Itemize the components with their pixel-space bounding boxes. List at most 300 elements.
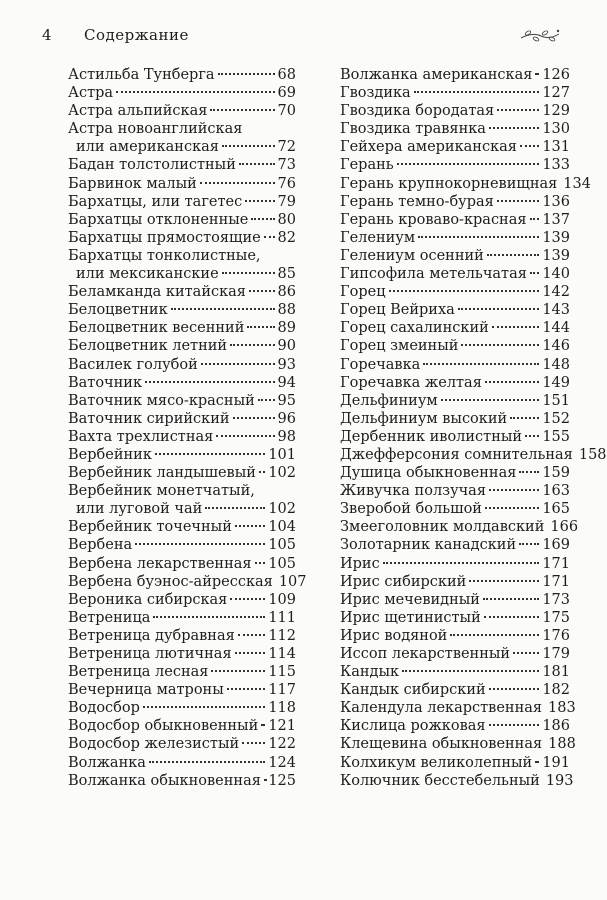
toc-entry: [68, 356, 296, 374]
toc-entry-title: или луговой чай: [76, 501, 203, 518]
toc-entry: [68, 735, 296, 753]
toc-entry-page: 163: [542, 483, 570, 500]
dot-leader: [242, 742, 265, 744]
dot-leader: [414, 91, 540, 93]
toc-entry-page: 111: [268, 609, 296, 626]
toc-entry-title: Ветреница: [68, 609, 151, 626]
toc-entry: [340, 356, 570, 374]
toc-entry: [68, 337, 296, 355]
toc-entry-title: Бадан толстолистный: [68, 157, 236, 174]
toc-entry-title: Гейхера американская: [340, 139, 517, 156]
toc-entry: [68, 283, 296, 301]
dot-leader: [205, 507, 265, 509]
toc-entry: [340, 283, 570, 301]
toc-entry-title: Гвоздика травянка: [340, 121, 486, 138]
toc-entry-page: 193: [545, 772, 574, 789]
dot-leader: [149, 761, 265, 763]
toc-entry-page: 104: [268, 519, 296, 536]
toc-entry: [68, 193, 296, 211]
toc-entry-title: Клещевина обыкновенная: [340, 736, 543, 753]
toc-entry: [340, 428, 570, 446]
toc-entry-title: Гелениум осенний: [340, 247, 484, 264]
toc-entry: [68, 66, 296, 84]
toc-entry-page: 186: [542, 718, 570, 735]
toc-entry-page: 95: [277, 392, 296, 409]
dot-leader: [153, 616, 265, 618]
dot-leader: [230, 598, 265, 600]
toc-entry-title: Астра альпийская: [68, 103, 208, 120]
dot-leader: [261, 724, 265, 726]
toc-entry-page: 159: [542, 465, 570, 482]
toc-entry-page: 182: [542, 682, 570, 699]
toc-entry-page: 175: [542, 609, 570, 626]
toc-entry-title: Горец Вейриха: [340, 302, 455, 319]
toc-entry: [68, 573, 307, 591]
toc-entry: [68, 681, 296, 699]
toc-entry-page: 80: [277, 211, 296, 228]
dot-leader: [489, 724, 540, 726]
toc-entry-page: 130: [542, 121, 570, 138]
toc-entry-title: Джефферсония сомнительная: [340, 446, 573, 463]
toc-entry-page: 98: [277, 428, 296, 445]
toc-entry-title: Вербейник монетчатый,: [68, 483, 255, 500]
dot-leader: [264, 779, 265, 781]
dot-leader: [235, 652, 266, 654]
toc-entry-title: Бархатцы отклоненные: [68, 211, 249, 228]
dot-leader: [519, 471, 539, 473]
toc-entry: [340, 663, 570, 681]
toc-entry: [340, 211, 570, 229]
toc-entry-page: 79: [277, 193, 296, 210]
dot-leader: [489, 127, 539, 129]
toc-entry-title: Дербенник иволистный: [340, 428, 523, 445]
toc-entry-title: Кислица рожковая: [340, 718, 486, 735]
running-head: Содержание: [84, 26, 189, 44]
toc-entry: [68, 663, 296, 681]
toc-entry-page: 131: [542, 139, 570, 156]
dot-leader: [216, 435, 274, 437]
toc-entry-title: Бархатцы, или тагетес: [68, 193, 243, 210]
toc-entry: [68, 84, 296, 102]
toc-entry: [340, 374, 570, 392]
toc-entry: [340, 138, 570, 156]
toc-entry: [340, 446, 607, 464]
toc-entry-page: 143: [542, 302, 570, 319]
dot-leader: [461, 344, 539, 346]
toc-entry: [68, 482, 296, 500]
dot-leader: [489, 489, 539, 491]
toc-entry-page: 76: [277, 175, 296, 192]
toc-entry: [340, 301, 570, 319]
toc-entry-page: 109: [268, 591, 296, 608]
toc-entry: [340, 681, 570, 699]
toc-entry-title: Гелениум: [340, 229, 416, 246]
toc-entry-page: 69: [277, 85, 296, 102]
toc-entry-page: 183: [548, 700, 576, 717]
toc-entry-title: Ваточник: [68, 374, 143, 391]
toc-entry-page: 118: [268, 700, 296, 717]
dot-leader: [233, 417, 275, 419]
dot-leader: [201, 363, 275, 365]
dot-leader: [171, 308, 275, 310]
dot-leader: [423, 363, 539, 365]
toc-entry-page: 173: [542, 591, 570, 608]
dot-leader: [402, 670, 539, 672]
toc-entry-page: 181: [542, 664, 570, 681]
toc-entry-page: 155: [542, 428, 570, 445]
toc-entry-title: Кандык сибирский: [340, 682, 486, 699]
floral-ornament-icon: [519, 24, 561, 44]
toc-entry-title: Беламканда китайская: [68, 284, 246, 301]
toc-entry: [340, 573, 570, 591]
toc-entry-title: Вербейник точечный: [68, 519, 232, 536]
toc-entry-title: или американская: [76, 139, 219, 156]
toc-entry-page: 144: [542, 320, 570, 337]
toc-entry: [340, 609, 570, 627]
toc-entry-page: 85: [277, 266, 296, 283]
toc-entry-page: 176: [542, 627, 570, 644]
dot-leader: [483, 598, 539, 600]
toc-entry-page: 188: [548, 736, 576, 753]
toc-entry-page: 70: [277, 103, 296, 120]
toc-entry: [68, 772, 296, 790]
toc-left-column: [68, 66, 307, 790]
toc-entry-title: Змееголовник молдавский: [340, 519, 545, 536]
toc-entry: [68, 211, 296, 229]
dot-leader: [238, 634, 266, 636]
toc-entry: [340, 645, 570, 663]
toc-entry: [340, 193, 570, 211]
toc-entry-title: Гвоздика бородатая: [340, 103, 495, 120]
toc-entry-title: Календула лекарственная: [340, 700, 543, 717]
toc-entry-title: Волжанка: [68, 754, 146, 771]
toc-entry: [68, 156, 296, 174]
toc-entry: [68, 374, 296, 392]
dot-leader: [143, 706, 265, 708]
toc-entry-title: Вахта трехлистная: [68, 428, 214, 445]
toc-entry-title: Ирис водяной: [340, 627, 448, 644]
dot-leader: [458, 308, 540, 310]
toc-entry-title: Золотарник канадский: [340, 537, 517, 554]
dot-leader: [492, 326, 540, 328]
dot-leader: [227, 688, 266, 690]
dot-leader: [218, 73, 275, 75]
toc-entry: [68, 102, 296, 120]
toc-entry-page: 152: [542, 410, 570, 427]
dot-leader: [249, 290, 275, 292]
toc-entry-title: Зверобой большой: [340, 501, 482, 518]
toc-entry-title: Ваточник сирийский: [68, 410, 230, 427]
toc-entry-page: 88: [277, 302, 296, 319]
dot-leader: [258, 399, 275, 401]
toc-entry-title: Вербена: [68, 537, 133, 554]
toc-entry-page: 102: [268, 465, 296, 482]
toc-entry-title: Горечавка: [340, 356, 421, 373]
toc-entry: [68, 428, 296, 446]
toc-entry: [68, 717, 296, 735]
toc-entry-title: Василек голубой: [68, 356, 198, 373]
toc-entry: [68, 410, 296, 428]
toc-entry-title: Ирис: [340, 555, 380, 572]
dot-leader: [247, 326, 274, 328]
toc-entry-title: Волжанка американская: [340, 67, 533, 83]
toc-entry: [340, 337, 570, 355]
toc-entry-title: Колючник бесстебельный: [340, 772, 540, 789]
toc-entry: [68, 609, 296, 627]
toc-entry-page: 166: [550, 519, 579, 536]
toc-entry-page: 136: [542, 193, 570, 210]
toc-entry: [68, 120, 296, 138]
toc-entry-page: 125: [268, 772, 296, 789]
toc-entry-title: Ветреница лесная: [68, 664, 209, 681]
toc-entry: [68, 138, 296, 156]
toc-entry-title: Белоцветник: [68, 302, 168, 319]
toc-entry-page: 82: [277, 229, 296, 246]
toc-entry: [340, 66, 570, 84]
toc-entry-page: 73: [277, 157, 296, 174]
toc-entry: [68, 555, 296, 573]
toc-entry-page: 96: [277, 410, 296, 427]
toc-entry-title: Герань темно-бурая: [340, 193, 494, 210]
dot-leader: [222, 272, 275, 274]
toc-entry-title: Ветреница лютичная: [68, 646, 232, 662]
dot-leader: [135, 543, 265, 545]
toc-entry-page: 72: [277, 139, 296, 156]
dot-leader: [497, 200, 540, 202]
toc-entry-page: 134: [563, 175, 591, 192]
toc-entry-page: 124: [268, 754, 296, 771]
toc-entry: [68, 446, 296, 464]
toc-entry: [340, 482, 570, 500]
toc-entry-title: Ирис мечевидный: [340, 591, 480, 608]
toc-entry: [68, 464, 296, 482]
toc-entry: [68, 627, 296, 645]
dot-leader: [264, 236, 275, 238]
toc-entry-page: 122: [268, 736, 296, 753]
toc-entry-page: 105: [268, 537, 296, 554]
dot-leader: [487, 254, 540, 256]
toc-entry-page: 158: [578, 446, 607, 463]
toc-entry-title: Волжанка обыкновенная: [68, 772, 261, 789]
toc-entry: [340, 464, 570, 482]
toc-entry: [68, 319, 296, 337]
toc-entry: [340, 699, 576, 717]
toc-entry-title: Водосбор: [68, 700, 140, 717]
toc-entry: [68, 175, 296, 193]
toc-entry: [340, 102, 570, 120]
toc-entry-page: 139: [542, 229, 570, 246]
toc-entry-page: 139: [542, 247, 570, 264]
toc-entry-title: Астра: [68, 85, 114, 102]
dot-leader: [485, 381, 539, 383]
toc-entry-title: Горец: [340, 284, 386, 301]
toc-entry-page: 148: [542, 356, 570, 373]
toc-entry: [340, 319, 570, 337]
toc-entry-title: Гипсофила метельчатая: [340, 266, 527, 283]
dot-leader: [389, 290, 540, 292]
toc-entry-page: 151: [542, 392, 570, 409]
toc-entry-page: 137: [542, 211, 570, 228]
toc-entry: [68, 229, 296, 247]
toc-entry-title: Белоцветник летний: [68, 338, 228, 355]
toc-entry-page: 146: [542, 338, 570, 355]
toc-entry: [340, 175, 591, 193]
dot-leader: [510, 417, 539, 419]
toc-entry-title: Вербена лекарственная: [68, 555, 252, 572]
toc-entry-page: 93: [277, 356, 296, 373]
dot-leader: [485, 507, 539, 509]
toc-entry: [340, 717, 570, 735]
toc-entry-title: Герань кроваво-красная: [340, 211, 527, 228]
toc-entry-page: 115: [268, 664, 296, 681]
toc-entry: [340, 229, 570, 247]
toc-entry-title: Вербейник: [68, 446, 152, 463]
toc-entry: [68, 699, 296, 717]
dot-leader: [535, 73, 539, 75]
toc-entry-title: Водосбор железистый: [68, 736, 240, 753]
dot-leader: [155, 453, 265, 455]
toc-entry-title: Ветреница дубравная: [68, 627, 235, 644]
dot-leader: [251, 218, 274, 220]
toc-entry: [340, 518, 579, 536]
toc-entry: [340, 591, 570, 609]
toc-entry-title: Ваточник мясо-красный: [68, 392, 255, 409]
toc-entry: [68, 265, 296, 283]
toc-entry-page: 171: [542, 573, 570, 590]
toc-entry-page: 86: [277, 284, 296, 301]
toc-entry: [340, 555, 570, 573]
toc-entry-page: 117: [268, 682, 296, 699]
toc-entry-title: Барвинок малый: [68, 175, 197, 192]
dot-leader: [513, 652, 539, 654]
toc-entry-page: 68: [277, 67, 296, 83]
dot-leader: [397, 163, 540, 165]
dot-leader: [239, 163, 275, 165]
toc-entry: [340, 772, 574, 790]
toc-entry-title: Иссоп лекарственный: [340, 646, 511, 662]
toc-entry-title: или мексиканские: [76, 266, 219, 283]
dot-leader: [530, 272, 539, 274]
toc-entry-title: Дельфиниум высокий: [340, 410, 508, 427]
toc-entry: [68, 500, 296, 518]
dot-leader: [520, 145, 539, 147]
dot-leader: [210, 109, 274, 111]
toc-entry-title: Вероника сибирская: [68, 591, 228, 608]
page-header: [42, 26, 561, 50]
toc-entry-page: 140: [542, 266, 570, 283]
dot-leader: [535, 761, 539, 763]
toc-entry-title: Бархатцы тонколистные,: [68, 247, 261, 264]
dot-leader: [519, 543, 539, 545]
dot-leader: [116, 91, 274, 93]
toc-entry-title: Колхикум великолепный: [340, 754, 533, 771]
toc-entry: [340, 120, 570, 138]
toc-entry-page: 179: [542, 646, 570, 662]
toc-right-column: [340, 66, 607, 790]
dot-leader: [497, 109, 539, 111]
dot-leader: [383, 562, 540, 564]
toc-entry: [340, 627, 570, 645]
toc-entry: [68, 645, 296, 663]
dot-leader: [255, 562, 266, 564]
toc-entry: [340, 392, 570, 410]
toc-entry-page: 105: [268, 555, 296, 572]
dot-leader: [245, 200, 274, 202]
toc-entry: [340, 735, 576, 753]
dot-leader: [211, 670, 265, 672]
toc-entry-page: 142: [542, 284, 570, 301]
toc-entry: [340, 754, 570, 772]
dot-leader: [230, 344, 274, 346]
toc-entry: [340, 156, 570, 174]
toc-entry-title: Ирис сибирский: [340, 573, 467, 590]
toc-entry-title: Вербена буэнос-айресская: [68, 573, 273, 590]
toc-entry-title: Вербейник ландышевый: [68, 465, 256, 482]
dot-leader: [484, 616, 540, 618]
toc-entry-title: Водосбор обыкновенный: [68, 718, 259, 735]
toc-entry-page: 171: [542, 555, 570, 572]
toc-entry: [340, 536, 570, 554]
toc-entry: [340, 247, 570, 265]
toc-entry-title: Горец сахалинский: [340, 320, 489, 337]
toc-entry-page: 165: [542, 501, 570, 518]
toc-entry: [340, 500, 570, 518]
dot-leader: [525, 435, 539, 437]
toc-entry-page: 149: [542, 374, 570, 391]
dot-leader: [418, 236, 539, 238]
toc-entry-title: Кандык: [340, 664, 400, 681]
toc-entry: [340, 265, 570, 283]
toc-entry-page: 107: [278, 573, 307, 590]
toc-entry-title: Дельфиниум: [340, 392, 438, 409]
toc-entry-page: 169: [542, 537, 570, 554]
toc-entry-title: Душица обыкновенная: [340, 465, 517, 482]
toc-entry-page: 191: [542, 754, 570, 771]
toc-entry-page: 94: [277, 374, 296, 391]
dot-leader: [489, 688, 540, 690]
dot-leader: [441, 399, 540, 401]
toc-entry-page: 129: [542, 103, 570, 120]
toc-entry: [68, 392, 296, 410]
toc-entry-title: Горец змеиный: [340, 338, 459, 355]
toc-entry-page: 133: [542, 157, 570, 174]
dot-leader: [200, 182, 275, 184]
toc-entry-page: 90: [277, 338, 296, 355]
toc-entry: [68, 247, 296, 265]
toc-entry-title: Живучка ползучая: [340, 483, 486, 500]
toc-entry-title: Астра новоанглийская: [68, 121, 243, 138]
toc-entry-title: Горечавка желтая: [340, 374, 482, 391]
toc-entry: [340, 84, 570, 102]
dot-leader: [450, 634, 539, 636]
page-number: 4: [42, 26, 52, 44]
toc-entry: [340, 410, 570, 428]
toc-entry-page: 101: [268, 446, 296, 463]
toc-entry-title: Бархатцы прямостоящие: [68, 229, 261, 246]
dot-leader: [469, 580, 539, 582]
toc-entry-title: Герань крупнокорневищная: [340, 175, 558, 192]
dot-leader: [145, 381, 275, 383]
toc-entry-page: 126: [542, 67, 570, 83]
toc-entry-page: 121: [268, 718, 296, 735]
dot-leader: [222, 145, 275, 147]
toc-entry: [68, 301, 296, 319]
toc-entry-page: 102: [268, 501, 296, 518]
toc-entry-title: Герань: [340, 157, 394, 174]
toc-entry: [68, 591, 296, 609]
toc-entry-page: 89: [277, 320, 296, 337]
toc-entry-page: 127: [542, 85, 570, 102]
